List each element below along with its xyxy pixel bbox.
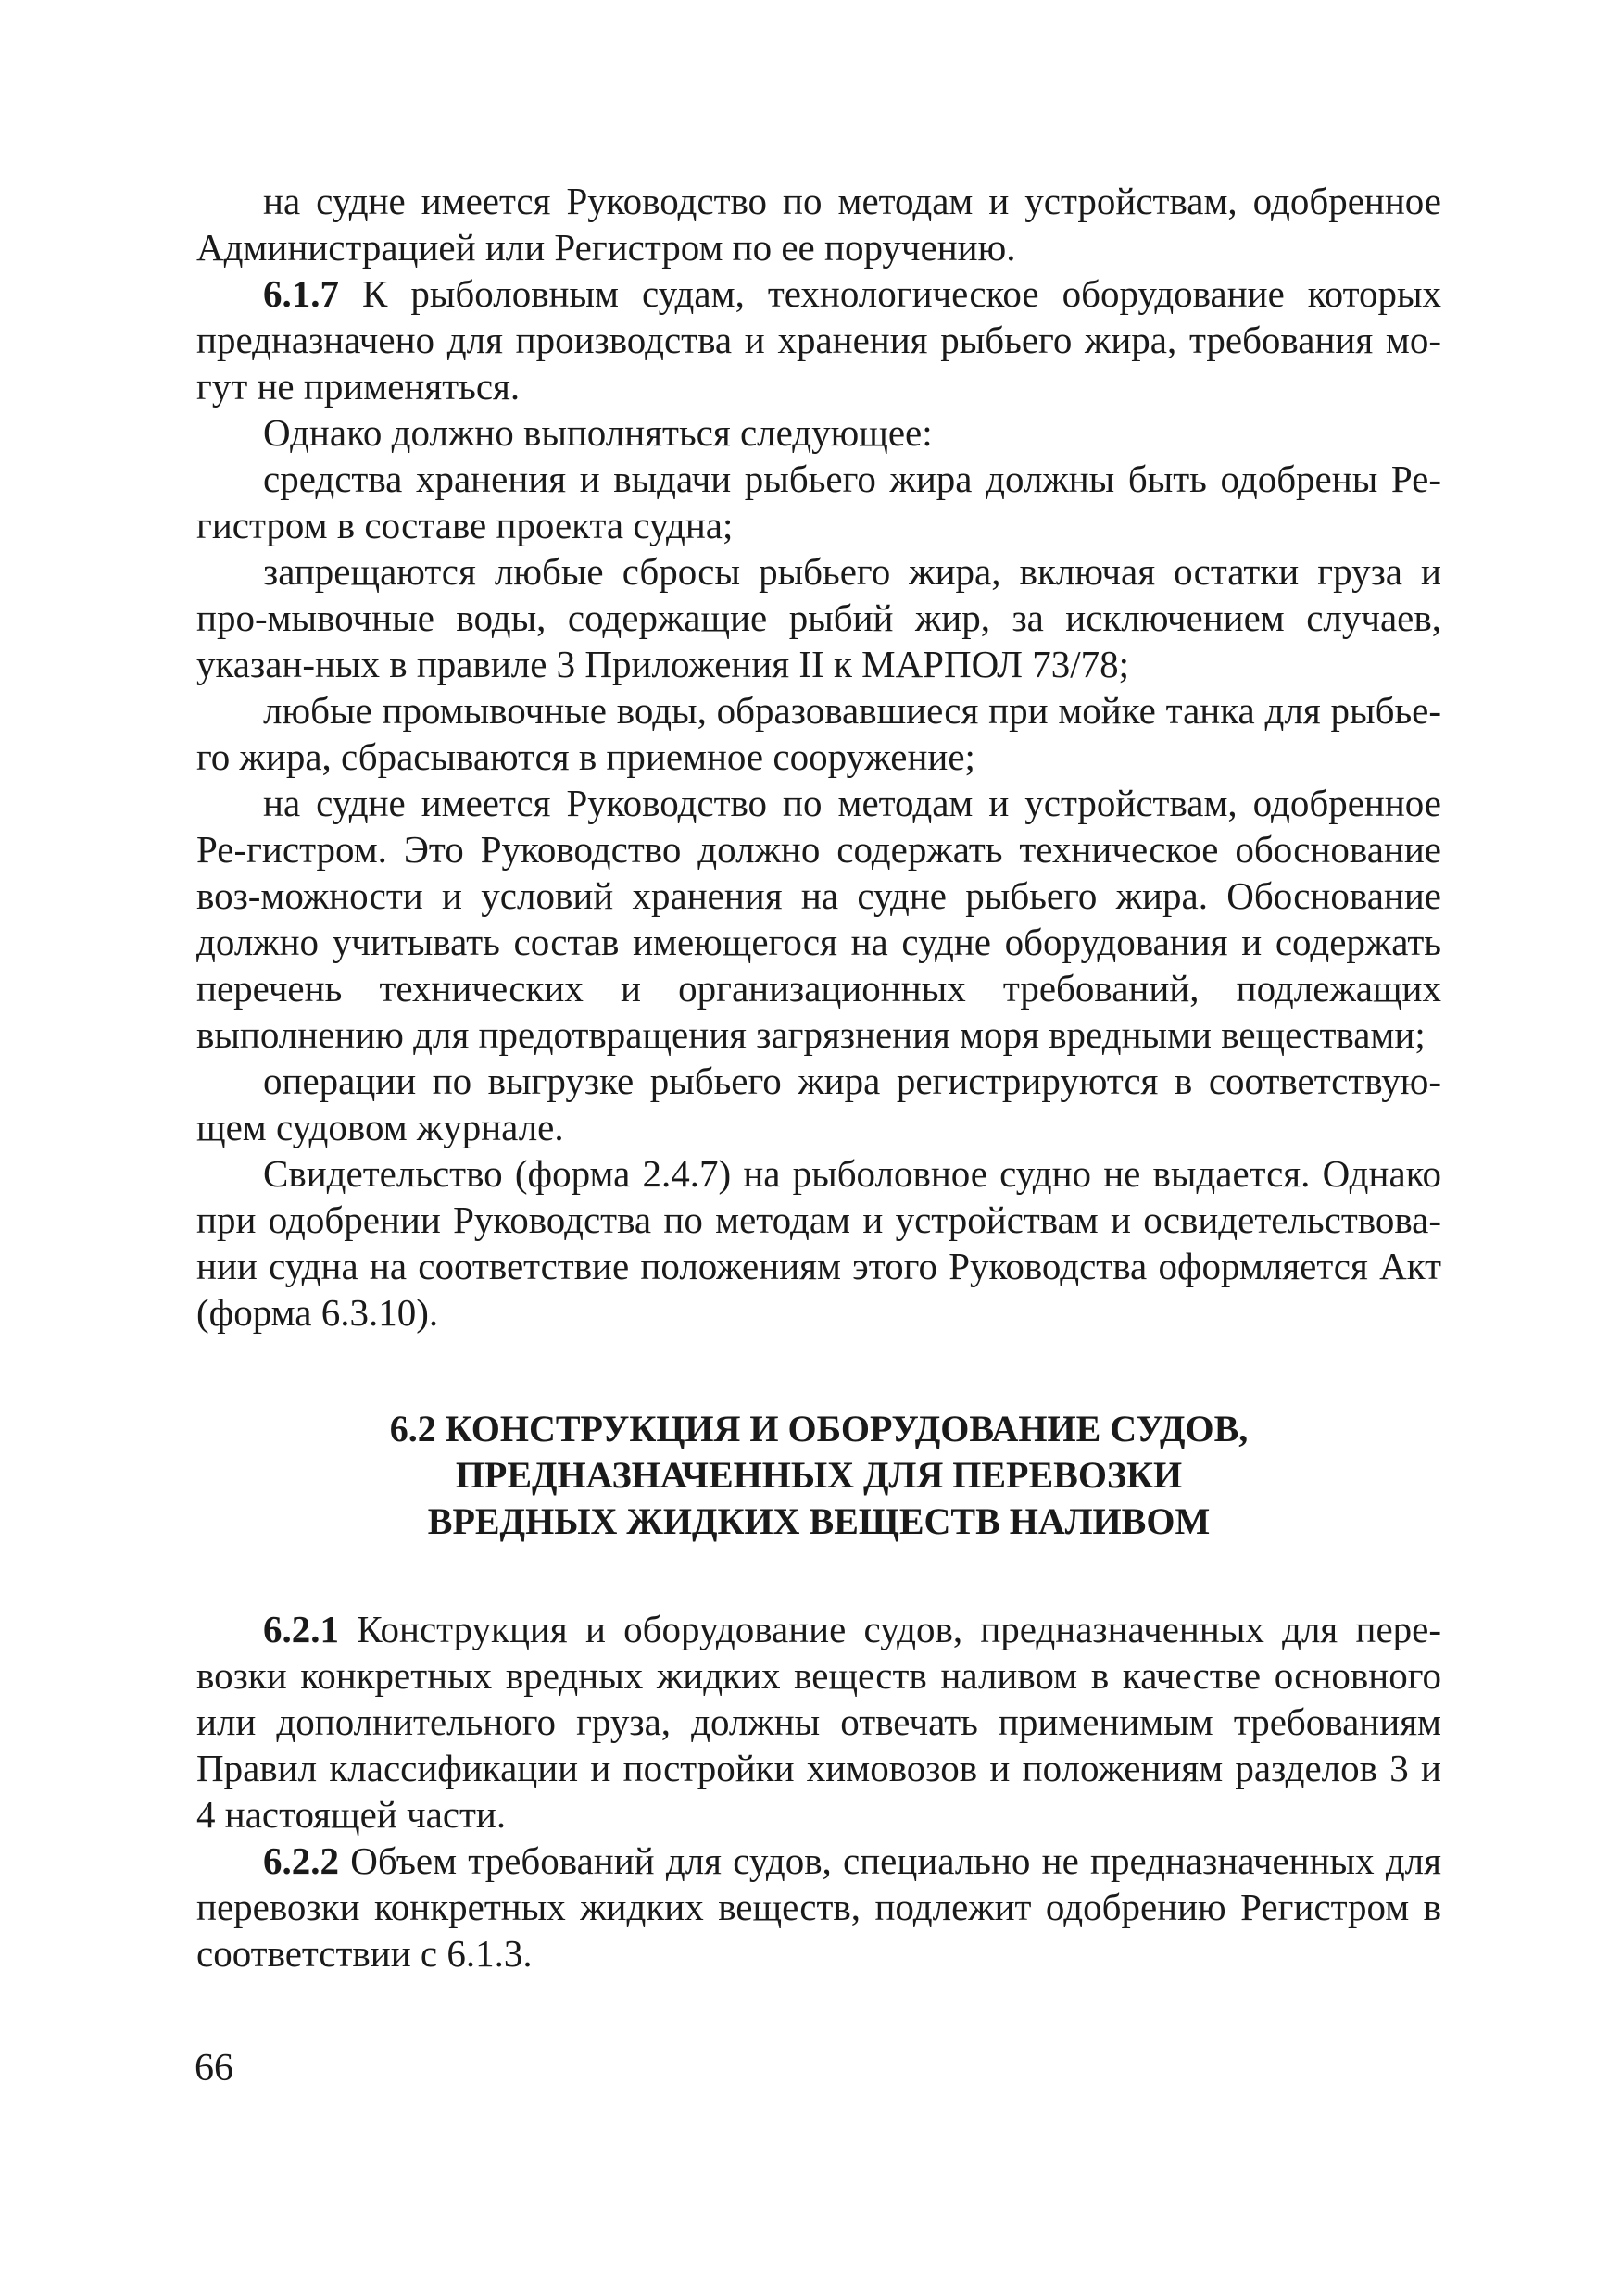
page-number: 66 — [195, 2047, 233, 2089]
clause-text: К рыболовным судам, технологическое оборудование которых предназначено для производства и хранения рыбьего жира, требования мо-гут не применяться. — [196, 272, 1442, 408]
paragraph-6-1-7 — [196, 270, 1441, 409]
list-item: на судне имеется Руководство по методам и устройствам, одобренное Ре-гистром. Это Руководство должно содержать техническое обоснование воз-можности и условий хранения на судне рыбьего жира. Обоснование должно учитывать состав имеющегося на судне оборудования и содержать перечень технических и организационных требований, подлежащих выполнению для предотвращения загрязнения моря вредными веществами; — [196, 782, 1441, 1056]
list-item: запрещаются любые сбросы рыбьего жира, включая остатки груза и про-мывочные воды, содержащие рыбий жир, за исключением случаев, указан-ных в правиле 3 Приложения II к МАРПОЛ 73/78; — [196, 550, 1441, 685]
heading-line: 6.2 КОНСТРУКЦИЯ И ОБОРУДОВАНИЕ СУДОВ, — [389, 1408, 1249, 1449]
clause-number: 6.1.7 — [263, 272, 339, 315]
heading-line: ВРЕДНЫХ ЖИДКИХ ВЕЩЕСТВ НАЛИВОМ — [427, 1500, 1211, 1542]
paragraph-6-2-1 — [196, 1606, 1441, 1838]
heading-line: ПРЕДНАЗНАЧЕННЫХ ДЛЯ ПЕРЕВОЗКИ — [455, 1454, 1183, 1496]
paragraph-however: Однако должно выполняться следующее: — [263, 411, 933, 454]
list-item: операции по выгрузке рыбьего жира регистрируются в соответствую-щем судовом журнале. — [196, 1060, 1441, 1148]
clause-number: 6.2.2 — [263, 1839, 339, 1882]
page-body — [196, 178, 1441, 1976]
paragraph-continuation: на судне имеется Руководство по методам и устройствам, одобренное Администрацией или Регистром по ее поручению. — [196, 180, 1441, 269]
paragraph-certificate: Свидетельство (форма 2.4.7) на рыболовное судно не выдается. Однако при одобрении Руководства по методам и устройствам и освидетельствова-нии судна на соответствие положениям этого Руководства оформляется Акт (форма 6.3.10). — [196, 1152, 1441, 1334]
section-heading — [196, 1406, 1441, 1545]
list-item: любые промывочные воды, образовавшиеся при мойке танка для рыбье-го жира, сбрасываются в приемное сооружение; — [196, 689, 1441, 778]
clause-text: Объем требований для судов, специально не предназначенных для перевозки конкретных жидких веществ, подлежит одобрению Регистром в соответствии с 6.1.3. — [196, 1839, 1441, 1975]
list-item: средства хранения и выдачи рыбьего жира должны быть одобрены Ре-гистром в составе проекта судна; — [196, 458, 1441, 546]
clause-number: 6.2.1 — [263, 1608, 339, 1650]
clause-text: Конструкция и оборудование судов, предназначенных для пере-возки конкретных вредных жидких веществ наливом в качестве основного или дополнительного груза, должны отвечать применимым требованиям Правил классификации и постройки химовозов и положениям разделов 3 и 4 настоящей части. — [196, 1608, 1441, 1836]
paragraph-6-2-2 — [196, 1838, 1441, 1976]
